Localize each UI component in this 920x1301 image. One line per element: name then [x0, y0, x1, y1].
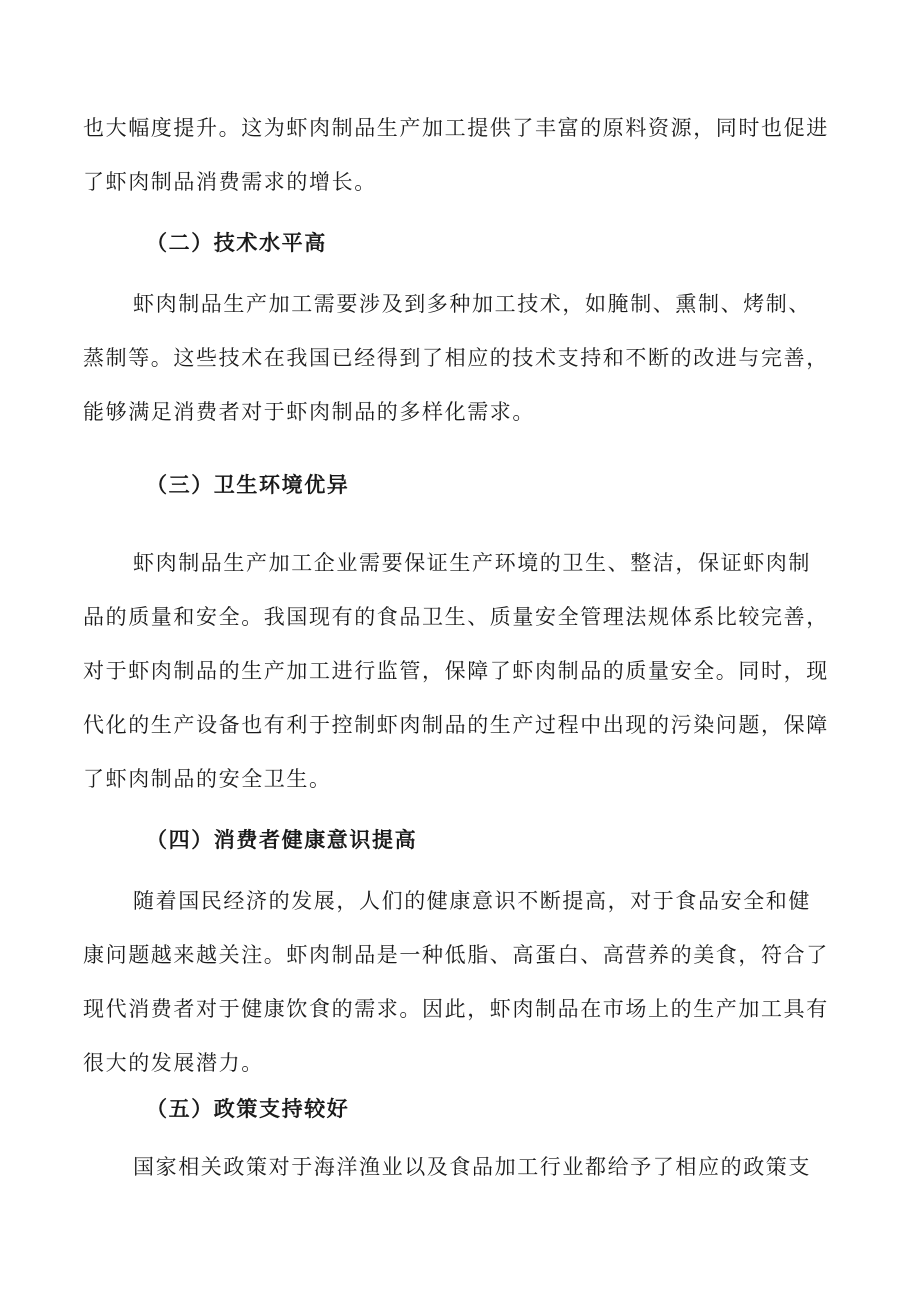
paragraph-line: 现代消费者对于健康饮食的需求。因此，虾肉制品在市场上的生产加工具有 — [83, 997, 829, 1021]
paragraph-line: 对于虾肉制品的生产加工进行监管，保障了虾肉制品的质量安全。同时，现 — [83, 659, 829, 683]
paragraph-line: 康问题越来越关注。虾肉制品是一种低脂、高蛋白、高营养的美食，符合了 — [83, 943, 829, 967]
paragraph-health-awareness — [83, 874, 843, 1090]
paragraph-line: 蒸制等。这些技术在我国已经得到了相应的技术支持和不断的改进与完善， — [83, 346, 829, 370]
paragraph-line: 虾肉制品生产加工企业需要保证生产环境的卫生、整洁，保证虾肉制 — [133, 551, 811, 575]
paragraph-technology — [83, 277, 843, 439]
paragraph-line: 很大的发展潜力。 — [83, 1051, 264, 1075]
section-heading-policy: （五）政策支持较好 — [146, 1096, 350, 1121]
paragraph-line: 了虾肉制品的安全卫生。 — [83, 767, 332, 791]
paragraph-line: 能够满足消费者对于虾肉制品的多样化需求。 — [83, 400, 535, 424]
paragraph-line: 国家相关政策对于海洋渔业以及食品加工行业都给予了相应的政策支 — [133, 1155, 811, 1179]
paragraph-line: 了虾肉制品消费需求的增长。 — [83, 170, 377, 194]
paragraph-raw-material — [83, 101, 843, 209]
paragraph-hygiene — [83, 536, 843, 806]
section-heading-technology: （二）技术水平高 — [146, 230, 327, 255]
section-heading-health-awareness: （四）消费者健康意识提高 — [146, 827, 418, 852]
paragraph-line: 代化的生产设备也有利于控制虾肉制品的生产过程中出现的污染问题，保障 — [83, 713, 829, 737]
paragraph-line: 也大幅度提升。这为虾肉制品生产加工提供了丰富的原料资源，同时也促进 — [83, 116, 829, 140]
paragraph-line: 随着国民经济的发展，人们的健康意识不断提高，对于食品安全和健 — [133, 889, 811, 913]
paragraph-line: 品的质量和安全。我国现有的食品卫生、质量安全管理法规体系比较完善， — [83, 605, 829, 629]
paragraph-policy — [83, 1140, 843, 1194]
section-heading-hygiene: （三）卫生环境优异 — [146, 472, 350, 497]
paragraph-line: 虾肉制品生产加工需要涉及到多种加工技术，如腌制、熏制、烤制、 — [133, 292, 811, 316]
